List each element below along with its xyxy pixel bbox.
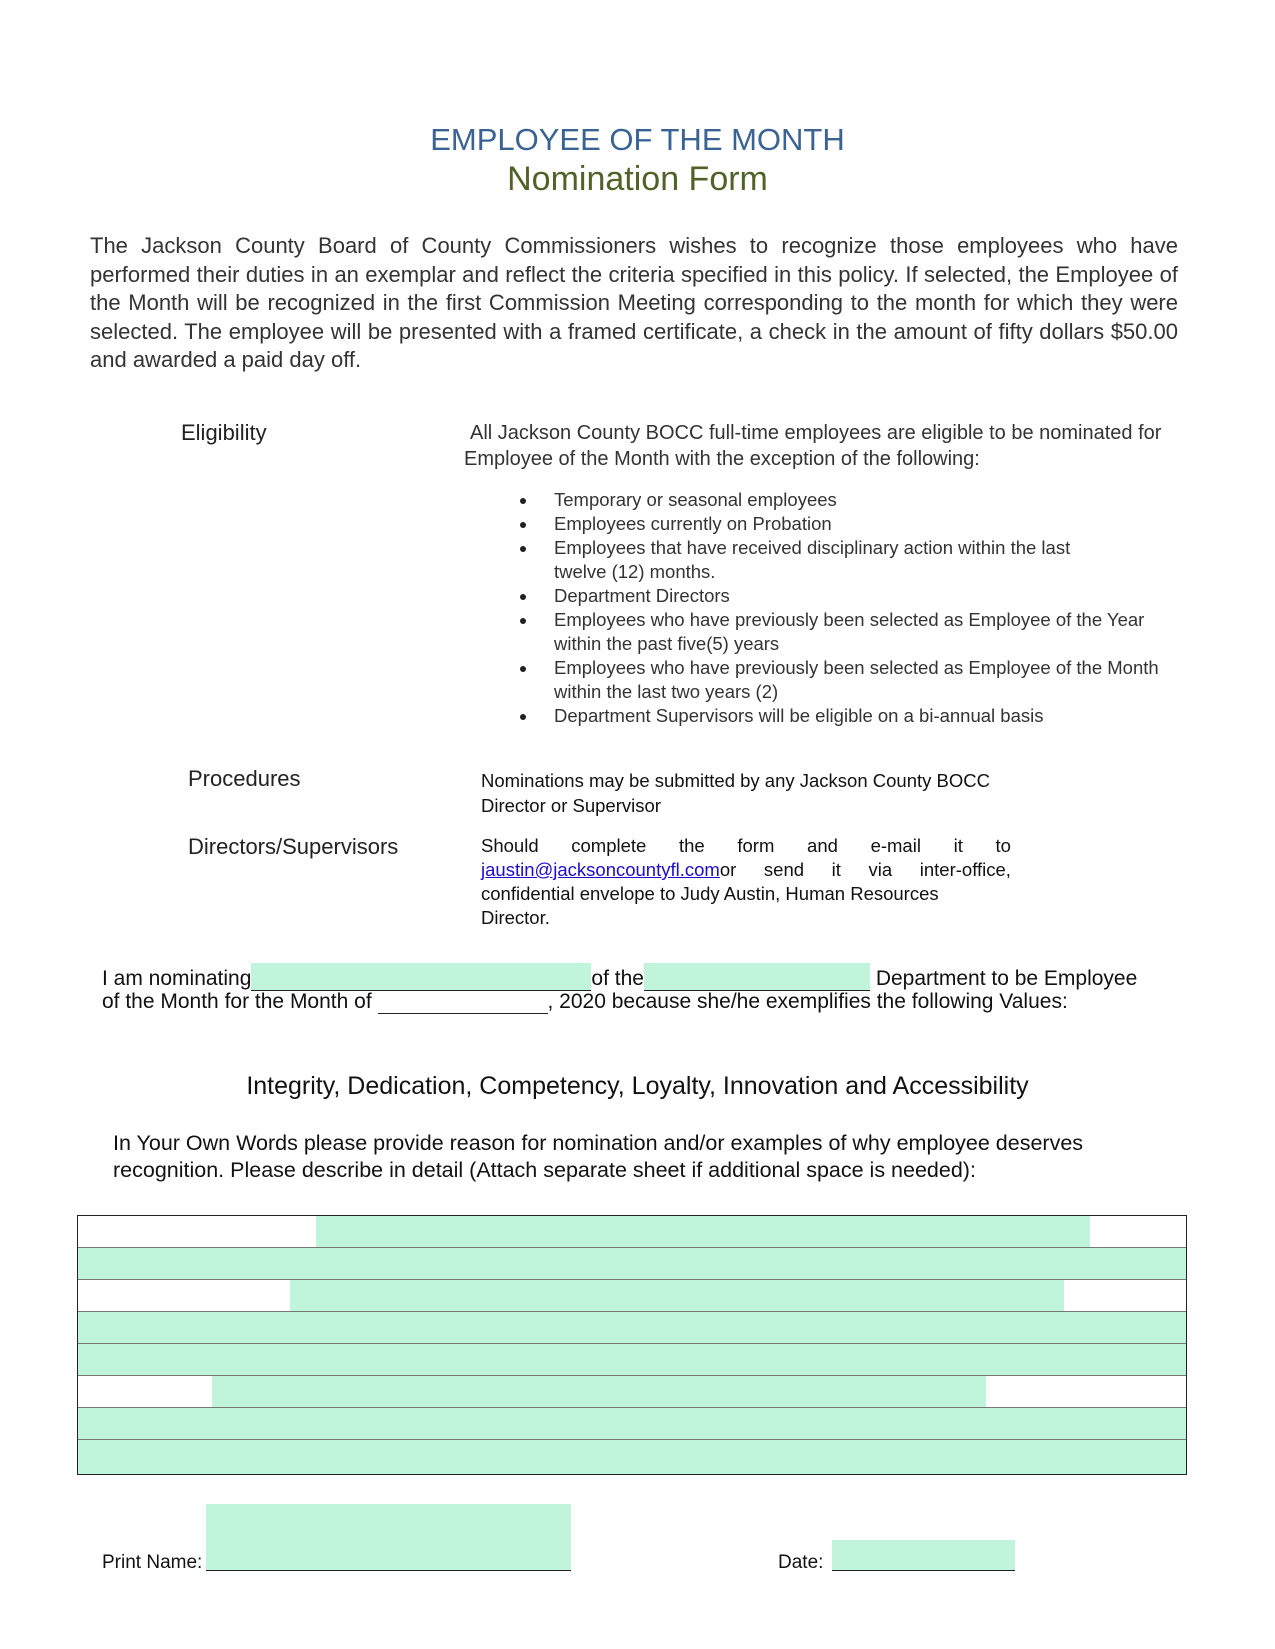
eligibility-description: All Jackson County BOCC full-time employees are eligible to be nominated for Employee of the Month with the exception of the following:	[464, 422, 1162, 470]
list-item: Temporary or seasonal employees	[520, 488, 1180, 512]
eligibility-text	[464, 420, 1178, 472]
directors-text	[481, 834, 1011, 930]
reason-line[interactable]	[78, 1312, 1186, 1344]
directors-label: Directors/Supervisors	[188, 834, 399, 859]
print-name-field[interactable]	[206, 1504, 571, 1571]
directors-line-1: Should complete the form and e-mail it to	[481, 835, 1011, 856]
directors-line-3: confidential envelope to Judy Austin, Human Resources Director.	[481, 883, 939, 928]
values-heading: Integrity, Dedication, Competency, Loyalty, Innovation and Accessibility	[246, 1072, 1029, 1100]
procedures-label: Procedures	[188, 766, 301, 791]
procedures-text: Nominations may be submitted by any Jackson County BOCC Director or Supervisor	[481, 770, 990, 816]
reason-line[interactable]	[78, 1440, 1186, 1474]
form-subtitle: Nomination Form	[507, 160, 768, 198]
print-name-label: Print Name:	[102, 1552, 203, 1573]
list-item: Employees who have previously been selected as Employee of the Month within the last two years (2)	[520, 656, 1180, 704]
exclusion-list	[520, 488, 1180, 728]
reason-line[interactable]	[78, 1248, 1186, 1280]
form-title: EMPLOYEE OF THE MONTH	[430, 122, 845, 157]
own-words-instructions: In Your Own Words please provide reason for nomination and/or examples of why employee deserves recognition. Please describe in detail (Attach separate sheet if additional space is needed):	[113, 1131, 1084, 1182]
directors-line-2: jaustin@jacksoncountyfl.comor send it via inter-office,	[481, 859, 1011, 880]
reason-line[interactable]	[78, 1216, 1186, 1248]
list-item: Employees currently on Probation	[520, 512, 1180, 536]
email-link[interactable]: jaustin@jacksoncountyfl.com	[481, 859, 720, 880]
reason-line[interactable]	[78, 1408, 1186, 1440]
month-field[interactable]	[378, 991, 548, 1014]
reason-line[interactable]	[78, 1344, 1186, 1376]
list-item: Department Directors	[520, 584, 1180, 608]
nomination-line-2: of the Month for the Month of , 2020 because she/he exemplifies the following Values:	[102, 990, 1068, 1013]
department-field[interactable]	[644, 963, 870, 991]
list-item: Employees that have received disciplinary action within the last twelve (12) months.	[520, 536, 1180, 584]
list-item: Employees who have previously been selected as Employee of the Year within the past five(5) years	[520, 608, 1180, 656]
nomination-reason-box[interactable]	[77, 1215, 1187, 1475]
date-label: Date:	[778, 1552, 824, 1573]
intro-paragraph: The Jackson County Board of County Commissioners wishes to recognize those employees who have performed their duties in an exemplar and reflect the criteria specified in this policy. If selected, the Employee of the Month will be recognized in the first Commission Meeting corresponding to the month for which they were selected. The employee will be presented with a framed certificate, a check in the amount of fifty dollars $50.00 and awarded a paid day off.	[90, 233, 1178, 372]
date-field[interactable]	[832, 1540, 1015, 1571]
reason-line[interactable]	[78, 1280, 1186, 1312]
eligibility-label: Eligibility	[181, 420, 267, 445]
nominee-field[interactable]	[251, 963, 591, 991]
list-item: Department Supervisors will be eligible on a bi-annual basis	[520, 704, 1180, 728]
reason-line[interactable]	[78, 1376, 1186, 1408]
nomination-line-1: I am nominating of the Department to be Employee	[102, 963, 1137, 991]
